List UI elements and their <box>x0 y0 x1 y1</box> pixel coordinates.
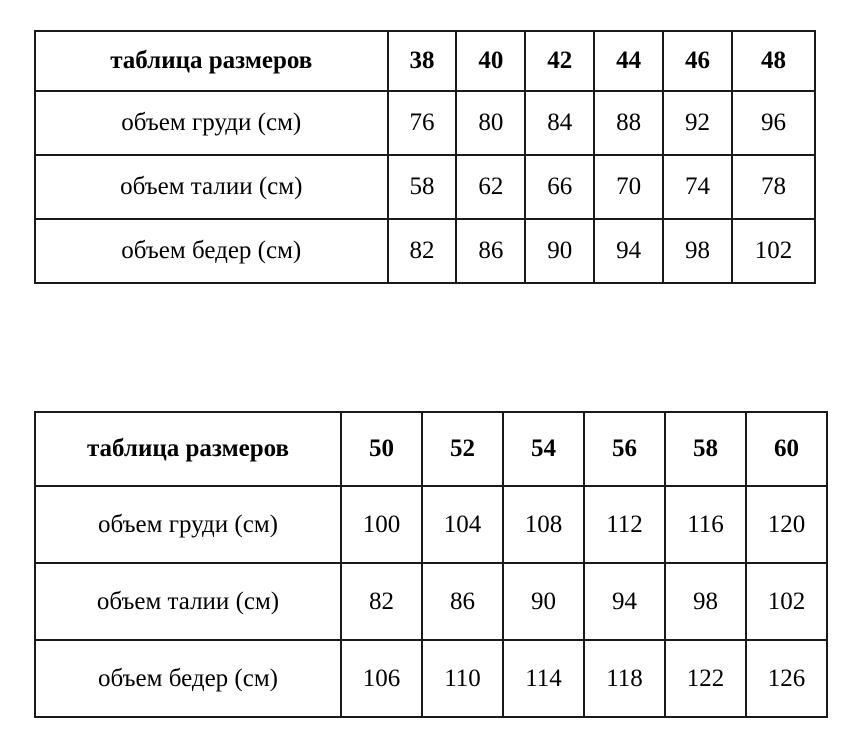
measurement-label: объем груди (см) <box>35 486 341 563</box>
measurement-value: 110 <box>422 640 503 717</box>
measurement-value: 92 <box>663 91 732 155</box>
size-header-cell: 40 <box>456 31 525 91</box>
measurement-value: 76 <box>388 91 457 155</box>
measurement-value: 58 <box>388 155 457 219</box>
size-header-cell: 54 <box>503 412 584 486</box>
size-header-cell: 60 <box>746 412 827 486</box>
size-header-cell: 44 <box>594 31 663 91</box>
table-title-cell: таблица размеров <box>35 412 341 486</box>
size-header-cell: 56 <box>584 412 665 486</box>
measurement-value: 122 <box>665 640 746 717</box>
measurement-value: 66 <box>525 155 594 219</box>
measurement-value: 86 <box>456 219 525 283</box>
measurement-value: 80 <box>456 91 525 155</box>
measurement-value: 104 <box>422 486 503 563</box>
measurement-value: 102 <box>746 563 827 640</box>
measurement-value: 84 <box>525 91 594 155</box>
measurement-label: объем талии (см) <box>35 155 388 219</box>
table-title-cell: таблица размеров <box>35 31 388 91</box>
size-header-cell: 52 <box>422 412 503 486</box>
size-header-cell: 50 <box>341 412 422 486</box>
measurement-value: 102 <box>732 219 815 283</box>
table-row <box>35 640 827 717</box>
measurement-value: 96 <box>732 91 815 155</box>
table-row <box>35 91 815 155</box>
measurement-value: 98 <box>663 219 732 283</box>
measurement-value: 98 <box>665 563 746 640</box>
table-row <box>35 563 827 640</box>
measurement-value: 78 <box>732 155 815 219</box>
measurement-value: 74 <box>663 155 732 219</box>
table-header-row <box>35 31 815 91</box>
size-header-cell: 46 <box>663 31 732 91</box>
measurement-value: 126 <box>746 640 827 717</box>
measurement-value: 62 <box>456 155 525 219</box>
measurement-value: 100 <box>341 486 422 563</box>
measurement-value: 112 <box>584 486 665 563</box>
measurement-value: 116 <box>665 486 746 563</box>
measurement-value: 86 <box>422 563 503 640</box>
measurement-value: 90 <box>525 219 594 283</box>
measurement-value: 82 <box>341 563 422 640</box>
size-table-50-60 <box>34 411 828 718</box>
table-row <box>35 486 827 563</box>
measurement-value: 94 <box>584 563 665 640</box>
measurement-value: 82 <box>388 219 457 283</box>
measurement-value: 88 <box>594 91 663 155</box>
measurement-value: 70 <box>594 155 663 219</box>
measurement-value: 114 <box>503 640 584 717</box>
table-header-row <box>35 412 827 486</box>
measurement-value: 90 <box>503 563 584 640</box>
measurement-value: 118 <box>584 640 665 717</box>
size-table-38-48 <box>34 30 816 284</box>
measurement-label: объем бедер (см) <box>35 219 388 283</box>
size-header-cell: 38 <box>388 31 457 91</box>
measurement-value: 120 <box>746 486 827 563</box>
size-header-cell: 58 <box>665 412 746 486</box>
measurement-label: объем бедер (см) <box>35 640 341 717</box>
table-row <box>35 155 815 219</box>
measurement-label: объем талии (см) <box>35 563 341 640</box>
measurement-label: объем груди (см) <box>35 91 388 155</box>
table-row <box>35 219 815 283</box>
measurement-value: 106 <box>341 640 422 717</box>
measurement-value: 108 <box>503 486 584 563</box>
size-header-cell: 48 <box>732 31 815 91</box>
measurement-value: 94 <box>594 219 663 283</box>
size-header-cell: 42 <box>525 31 594 91</box>
